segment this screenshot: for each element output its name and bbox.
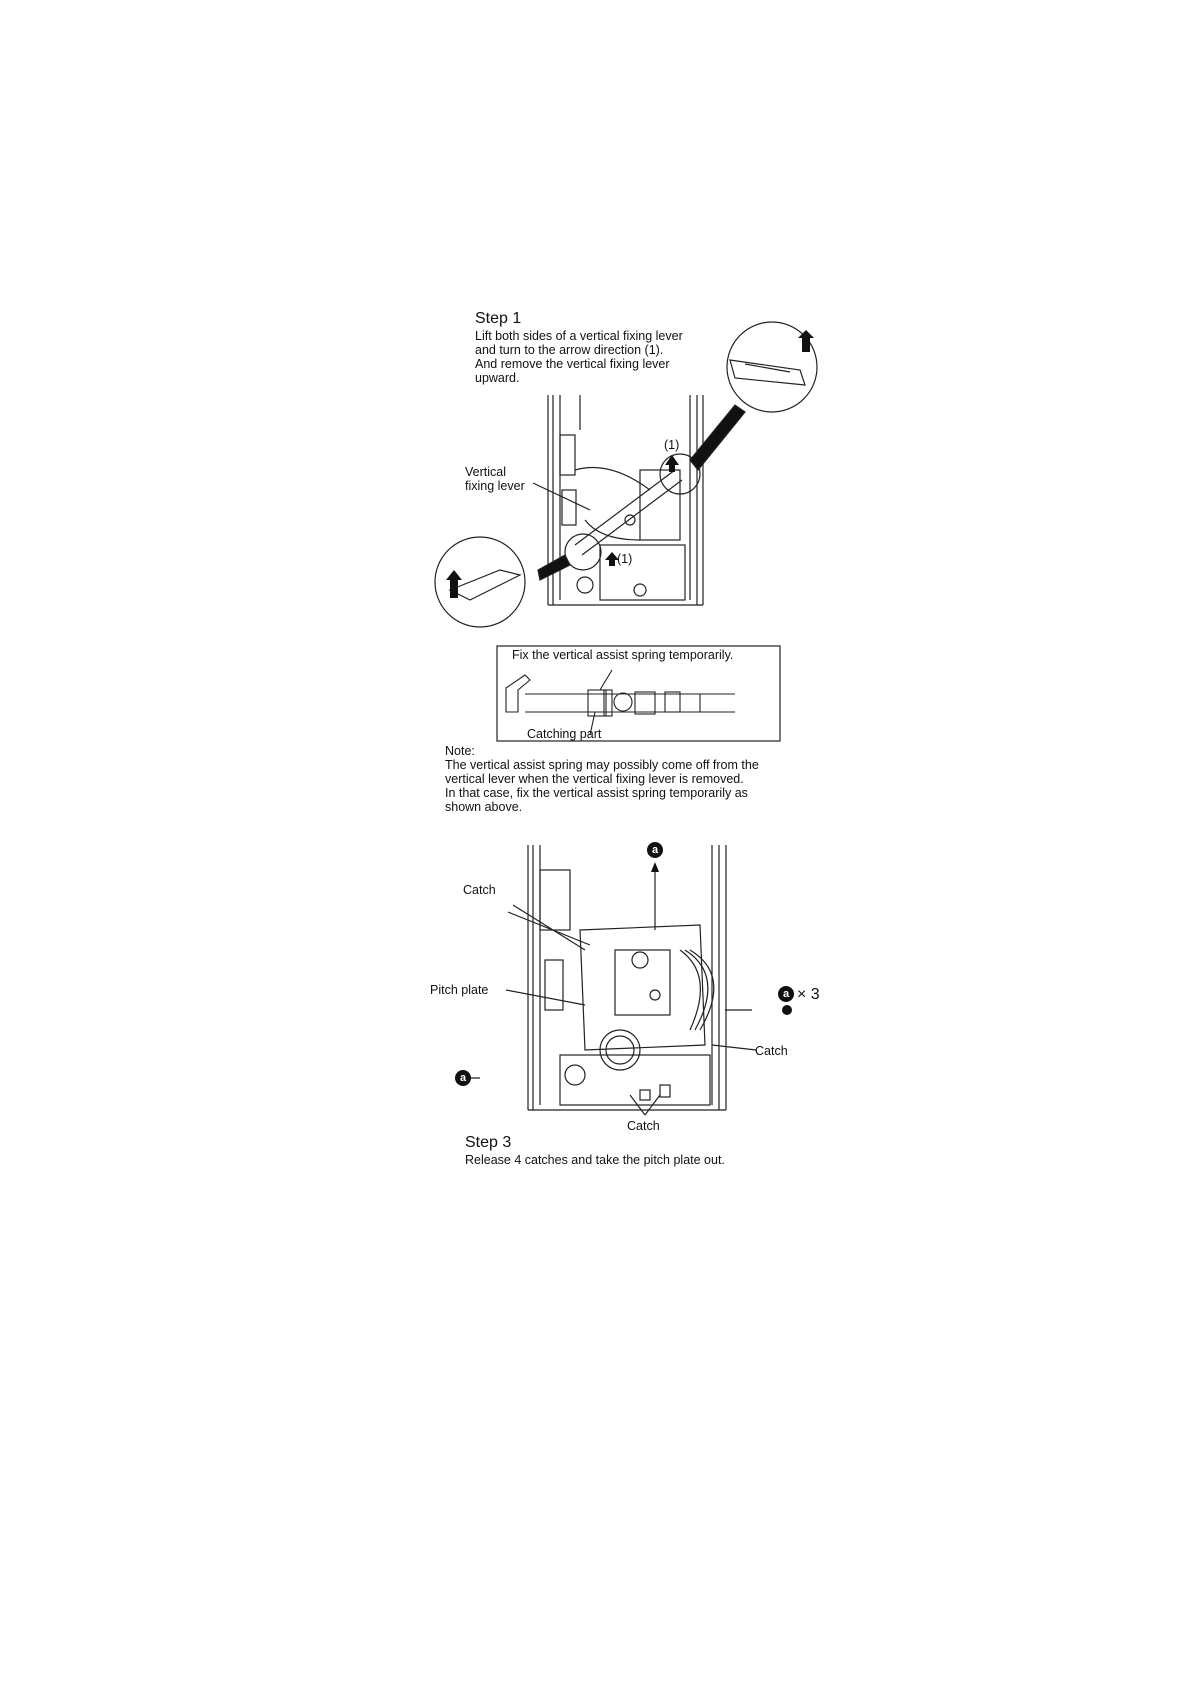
step3-heading: Step 3 [465, 1134, 512, 1151]
note-line-4: shown above. [445, 800, 523, 814]
step3-instruction: Release 4 catches and take the pitch plate out. [465, 1153, 725, 1167]
note-line-2: vertical lever when the vertical fixing lever is removed. [445, 772, 744, 786]
step1-line-4: upward. [475, 371, 520, 385]
note-line-1: The vertical assist spring may possibly come off from the [445, 758, 759, 772]
label-arrow-1-top: (1) [664, 438, 680, 452]
screw-count: × 3 [797, 986, 820, 1003]
note-title: Note: [445, 744, 475, 758]
spring-box-caption: Fix the vertical assist spring temporarily. [512, 648, 734, 662]
label-catch-top: Catch [463, 883, 496, 897]
label-pitch-plate: Pitch plate [430, 983, 489, 997]
screw-a-icon-right: a [778, 986, 794, 1002]
step1-line-2: and turn to the arrow direction (1). [475, 343, 664, 357]
screw-a-icon-top: a [647, 842, 663, 858]
step1-heading: Step 1 [475, 310, 522, 327]
step1-line-3: And remove the vertical fixing lever [475, 357, 670, 371]
note-line-3: In that case, fix the vertical assist spring temporarily as [445, 786, 748, 800]
label-catch-bottom: Catch [627, 1119, 660, 1133]
label-arrow-1-bottom: (1) [617, 552, 633, 566]
label-fixing-lever: fixing lever [465, 479, 525, 493]
step1-line-1: Lift both sides of a vertical fixing lever [475, 329, 683, 343]
screw-a-icon-left: a [455, 1070, 471, 1086]
label-vertical: Vertical [465, 465, 506, 479]
label-catching-part: Catching part [527, 727, 602, 741]
label-catch-right: Catch [755, 1044, 788, 1058]
